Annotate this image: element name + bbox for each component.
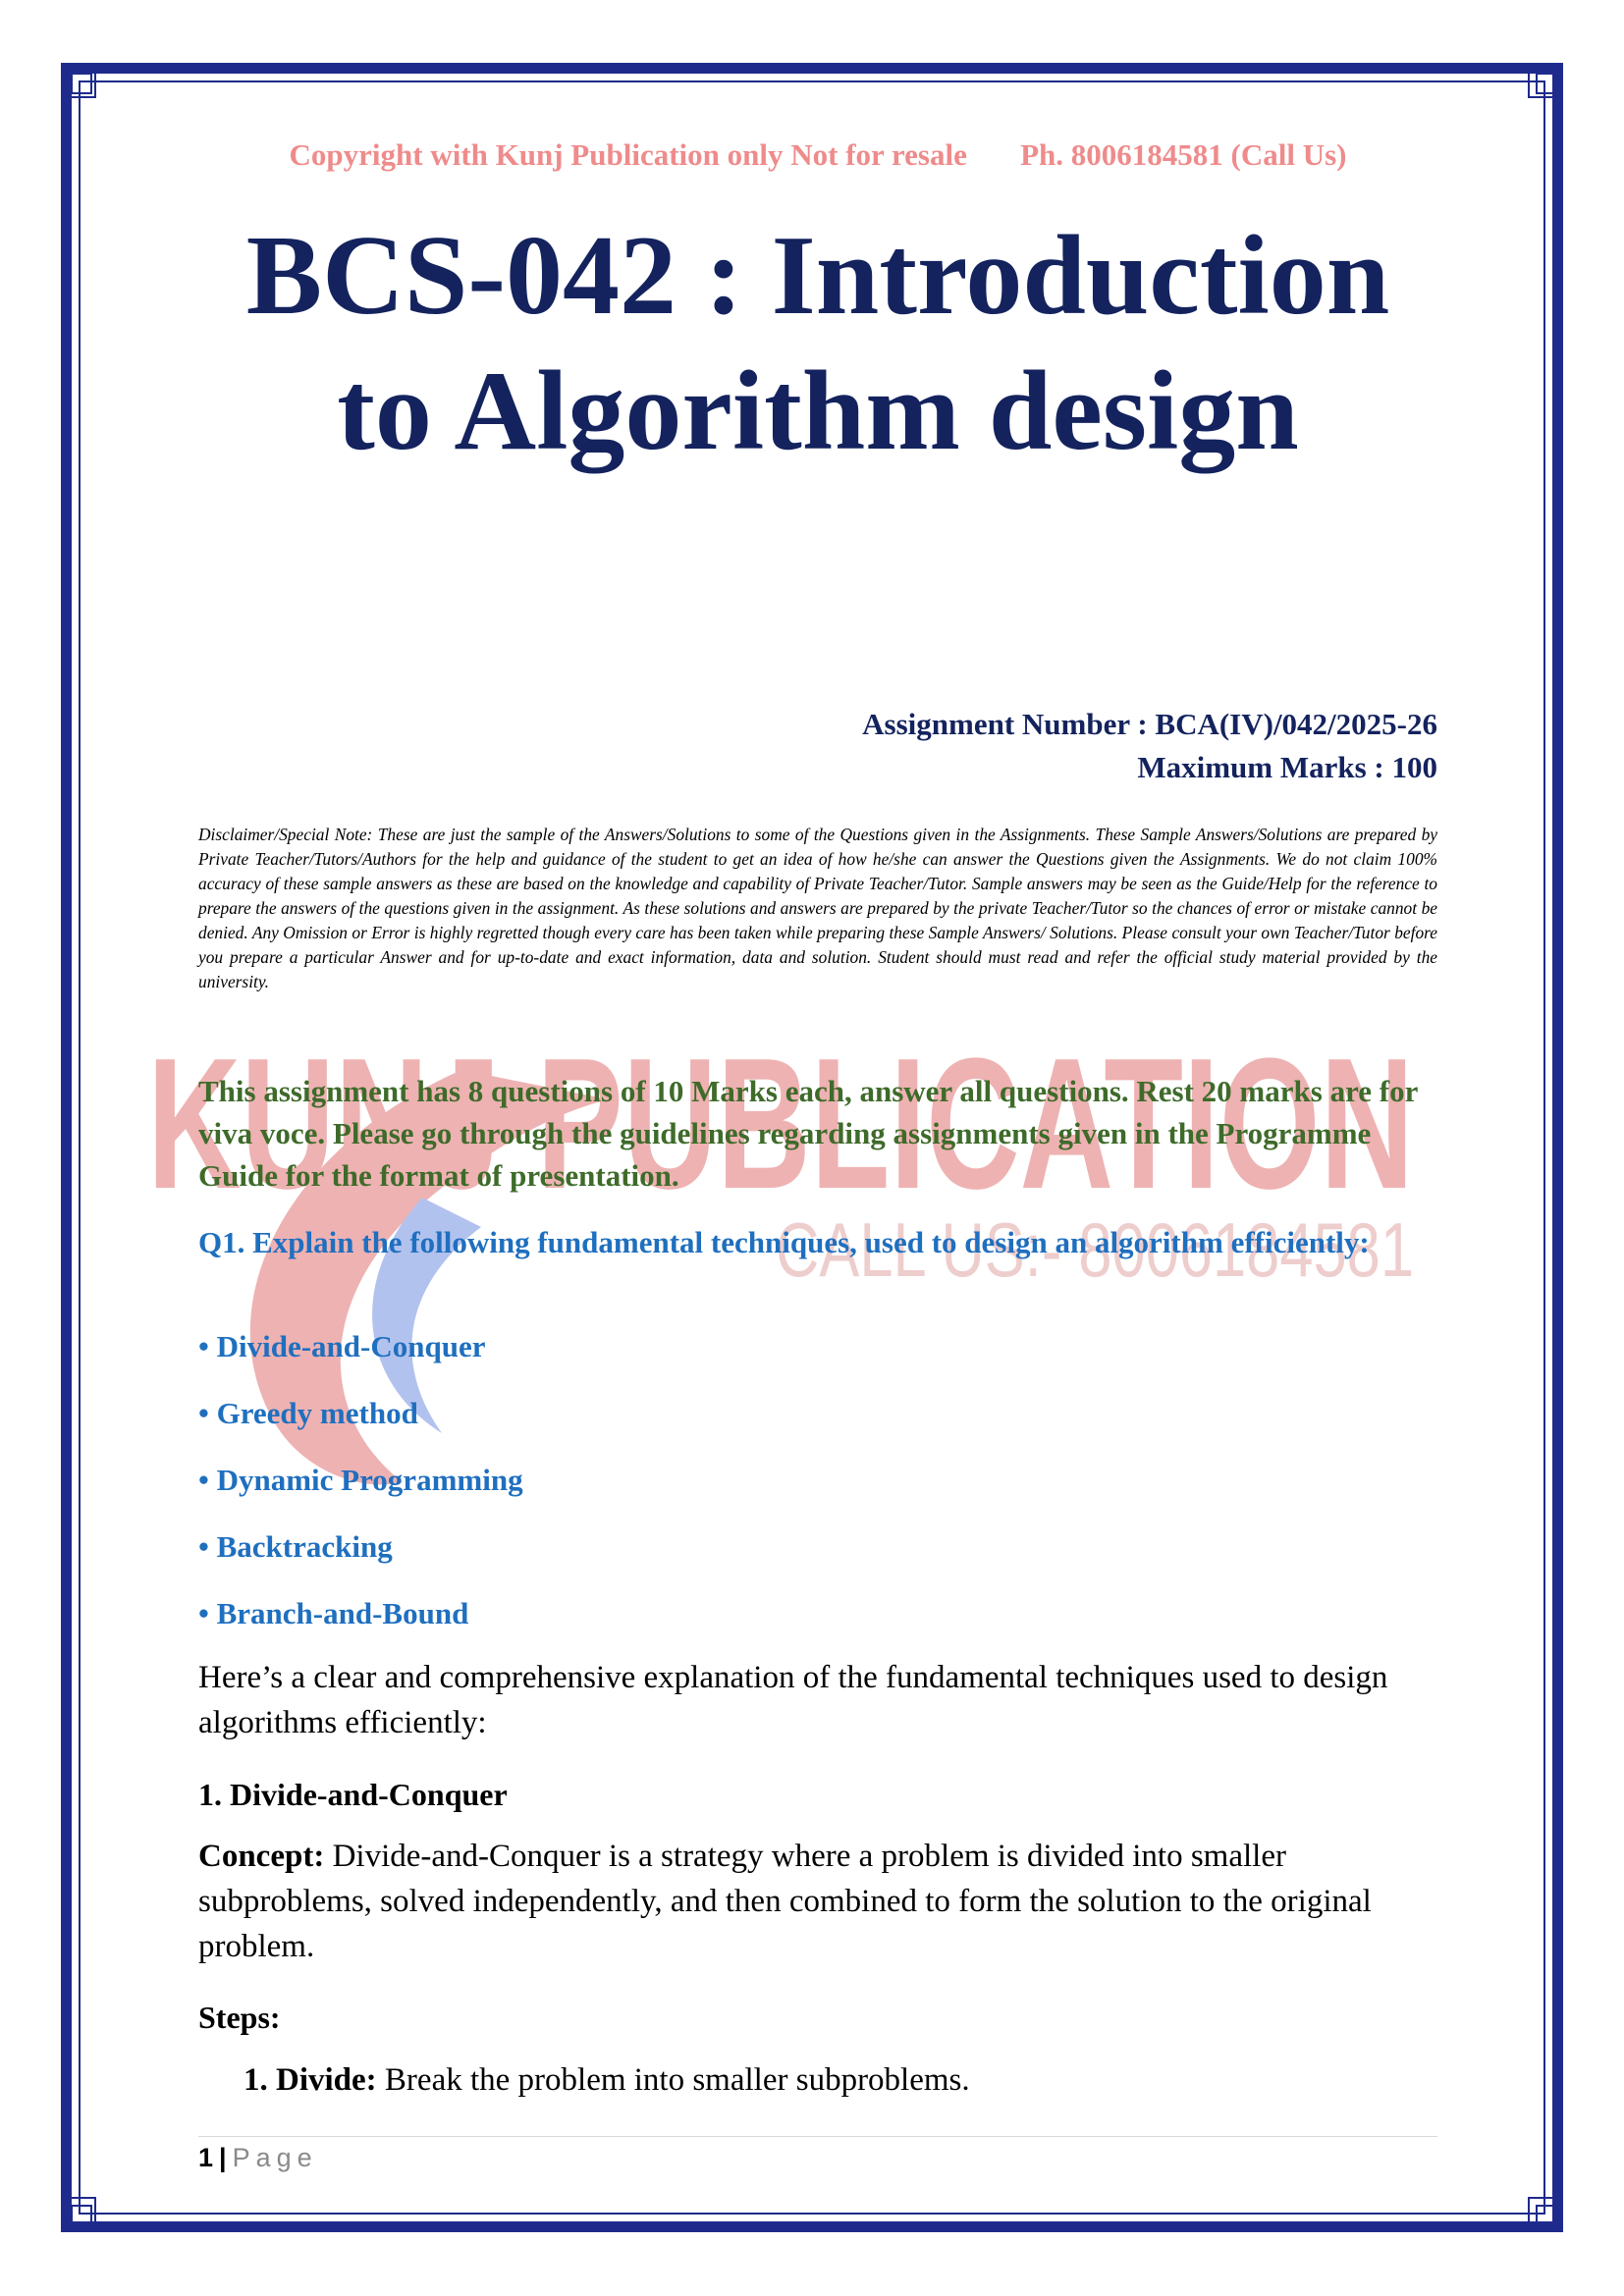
page-footer <box>198 2143 318 2173</box>
corner-ornament-bottom-right <box>1528 2197 1561 2230</box>
steps-heading: Steps: <box>198 2000 281 2035</box>
copyright-text: Copyright with Kunj Publication only Not for resale <box>289 137 967 172</box>
corner-ornament-bottom-left <box>63 2197 96 2230</box>
step-number: 1. <box>244 2062 268 2098</box>
maximum-marks: Maximum Marks : 100 <box>1137 750 1437 784</box>
title-line-1: BCS-042 : Introduction <box>245 213 1390 339</box>
assignment-instructions: This assignment has 8 questions of 10 Marks each, answer all questions. Rest 20 marks are for viva voce. Please go through the guidelines regarding assignments given in the Programme Guide for the format of presentation. <box>198 1074 1418 1193</box>
answer-intro: Here’s a clear and comprehensive explanation of the fundamental techniques used to design algorithms efficiently: <box>198 1660 1388 1740</box>
footer-separator: | <box>219 2143 227 2172</box>
watermark-brand-text: KUNJ PUBLICATION <box>147 1020 1414 1228</box>
concept-paragraph <box>198 1834 1437 1969</box>
concept-label: Concept: <box>198 1839 325 1874</box>
assignment-info <box>862 703 1437 789</box>
concept-text: Divide-and-Conquer is a strategy where a problem is divided into smaller subproblems, solved independently, and then combined to form the solution to the original problem. <box>198 1839 1372 1964</box>
corner-ornament-top-left <box>63 65 96 98</box>
list-item: • Backtracking <box>198 1529 393 1564</box>
disclaimer-note: Disclaimer/Special Note: These are just the sample of the Answers/Solutions to some of the Questions given in the Assignments. These Sample Answers/Solutions are prepared by Private Teacher/Tutors/Authors for the help and guidance of the student to get an idea of how he/she can answer the Questions given the Assignments. We do not claim 100% accuracy of these sample answers as these are based on the knowledge and capability of Private Teacher/Tutor. Sample answers may be seen as the Guide/Help for the reference to prepare the answers of the questions given in the assignment. As these solutions and answers are prepared by the private Teacher/Tutor so the chances of error or mistake cannot be denied. Any Omission or Error is highly regretted though every care has been taken while preparing these Sample Answers/ Solutions. Please consult your own Teacher/Tutor before you prepare a particular Answer and for up-to-date and exact information, data and solution. Student should must read and refer the official study material provided by the university. <box>198 825 1437 991</box>
assignment-number: Assignment Number : BCA(IV)/042/2025-26 <box>862 707 1437 741</box>
copyright-header <box>198 137 1437 173</box>
list-item: • Greedy method <box>198 1396 418 1430</box>
technique-list <box>198 1325 1437 1659</box>
watermark-call-text: CALL US:- 8006184581 <box>776 1206 1414 1293</box>
footer-divider <box>198 2136 1437 2137</box>
step-text: Break the problem into smaller subproblems. <box>376 2062 970 2098</box>
page-number: 1 <box>198 2143 214 2172</box>
question-1: Q1. Explain the following fundamental techniques, used to design an algorithm efficiently: <box>198 1225 1370 1259</box>
page-label: Page <box>232 2143 318 2172</box>
phone-text: Ph. 8006184581 (Call Us) <box>1020 137 1347 172</box>
corner-ornament-top-right <box>1528 65 1561 98</box>
list-item: • Divide-and-Conquer <box>198 1329 486 1363</box>
list-item: • Branch-and-Bound <box>198 1596 469 1630</box>
list-item: • Dynamic Programming <box>198 1463 523 1497</box>
step-item <box>244 2057 1483 2103</box>
title-line-2: to Algorithm design <box>337 348 1299 474</box>
document-title <box>198 208 1437 479</box>
step-label: Divide: <box>276 2062 377 2098</box>
section-heading: 1. Divide-and-Conquer <box>198 1777 508 1812</box>
